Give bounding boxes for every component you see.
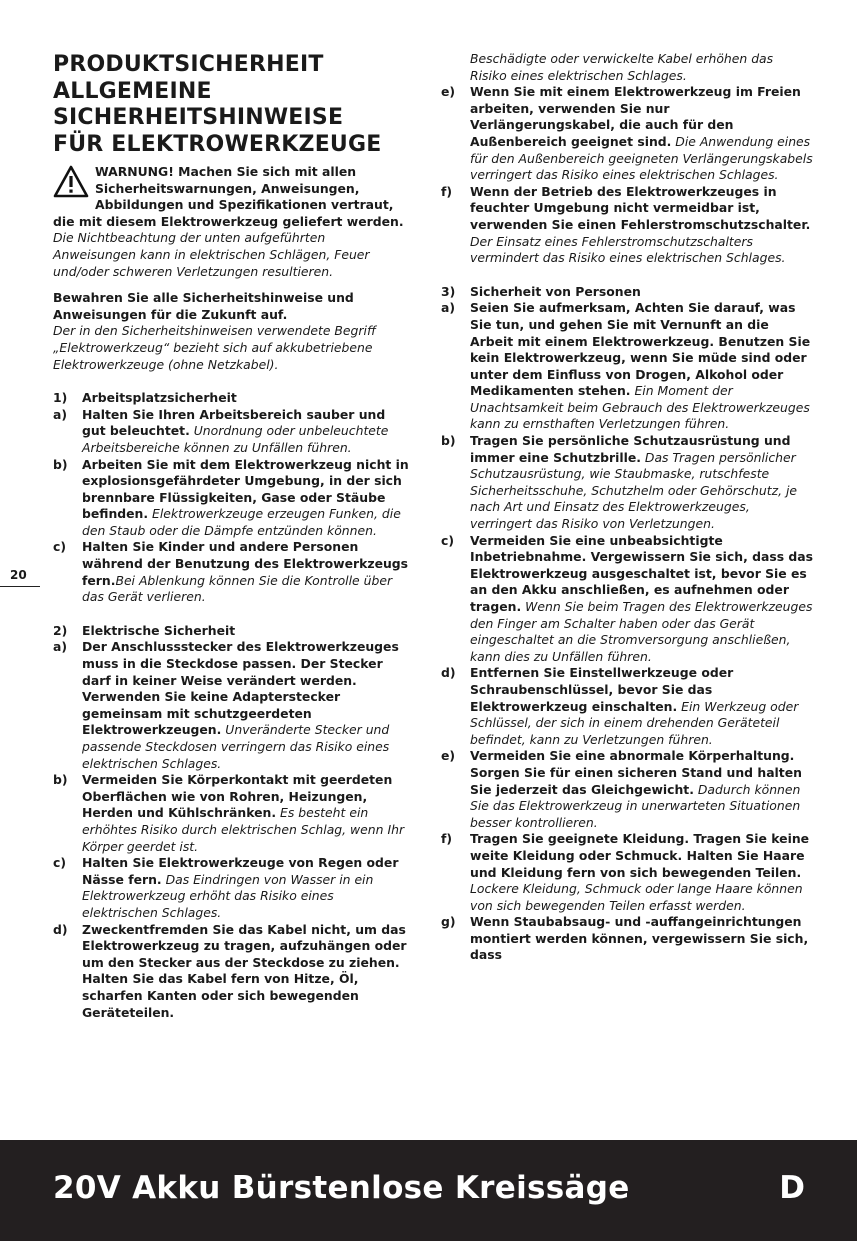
list-item: a) Seien Sie aufmerksam, Achten Sie darauf, was Sie tun, und gehen Sie mit Vernunft an die Arbeit mit einem Elektrowerkzeug. Benutzen Sie kein Elektrowerkzeug, wenn Sie müde sind oder unter dem Einfluss von Drogen, Alkohol oder Medikamenten stehen. Ein Moment der Unachtsamkeit beim Gebrauch des Elektrowerkzeuges kann zu ernsthaften Verletzungen führen. xyxy=(441,300,811,432)
list-item: f) Tragen Sie geeignete Kleidung. Tragen Sie keine weite Kleidung oder Schmuck. Halten Sie Haare und Kleidung fern von sich bewegenden Teilen. Lockere Kleidung, Schmuck oder lange Haare können von sich bewegenden Teilen erfasst werden. xyxy=(441,831,810,913)
title-line-2: ALLGEMEINE xyxy=(53,78,212,104)
right-column xyxy=(441,51,813,964)
list-item: d) Zweckentfremden Sie das Kabel nicht, um das Elektrowerkzeug zu tragen, aufzuhängen oder um den Stecker aus der Steckdose zu ziehen. Halten Sie das Kabel fern von Hitze, Öl, scharfen Kanten oder sich bewegenden Geräteteilen. xyxy=(53,921,407,1020)
page-number-rule xyxy=(0,586,40,587)
section-3-number: 3) xyxy=(441,283,456,299)
section-2-title: Elektrische Sicherheit xyxy=(82,622,236,638)
keep-bold: Bewahren Sie alle Sicherheitshinweise und Anweisungen für die Zukunft auf. xyxy=(53,290,354,322)
warning-triangle-icon xyxy=(53,165,89,198)
section-1-number: 1) xyxy=(53,390,68,406)
section-1-title: Arbeitsplatzsicherheit xyxy=(82,390,237,406)
footer-bar xyxy=(0,1140,857,1241)
continued-text: Beschädigte oder verwickelte Kabel erhöhen das Risiko eines elektrischen Schlages. xyxy=(470,51,774,83)
list-item: a) Der Anschlussstecker des Elektrowerkzeuges muss in die Steckdose passen. Der Stecker darf in keiner Weise verändert werden. Verwenden Sie keine Adapterstecker gemeinsam mit schutzgeerdeten Elektrowerkzeugen. Unveränderte Stecker und passende Steckdosen verringern das Risiko eines elektrischen Schlages. xyxy=(53,639,399,771)
list-item: a) Halten Sie Ihren Arbeitsbereich sauber und gut beleuchtet. Unordnung oder unbeleuchtete Arbeitsbereiche können zu Unfällen führen. xyxy=(53,406,389,455)
title-line-1: PRODUKTSICHERHEIT xyxy=(53,52,324,77)
title-line-3: SICHERHEITSHINWEISE xyxy=(53,105,344,130)
keep-instructions xyxy=(53,290,411,323)
list-item: c) Vermeiden Sie eine unbeabsichtigte Inbetriebnahme. Vergewissern Sie sich, dass das Elektrowerkzeug ausgeschaltet ist, bevor Sie es an den Akku anschließen, es aufnehmen oder tragen. Wenn Sie beim Tragen des Elektrowerkzeuges den Finger am Schalter haben oder das Gerät eingeschaltet an die Stromversorgung anschließen, kann dies zu Unfällen führen. xyxy=(441,532,813,664)
list-item: b) Vermeiden Sie Körperkontakt mit geerdeten Oberflächen wie von Rohren, Heizungen, Herden und Kühlschränken. Es besteht ein erhöhtes Risiko durch elektrischen Schlag, wenn Ihr Körper geerdet ist. xyxy=(53,772,405,854)
warning-italic: Die Nichtbeachtung der unten aufgeführten Anweisungen kann in elektrischen Schlägen, Feuer und/oder schweren Verletzungen resultieren. xyxy=(53,230,370,279)
product-title: 20V Akku Bürstenlose Kreissäge xyxy=(53,1170,630,1206)
page-title xyxy=(53,52,411,158)
list-item: b) Tragen Sie persönliche Schutzausrüstung und immer eine Schutzbrille. Das Tragen persönlicher Schutzausrüstung, wie Staubmaske, rutschfeste Sicherheitsschuhe, Schutzhelm oder Gehörschutz, je nach Art und Einsatz des Elektrowerkzeuges, verringert das Risiko von Verletzungen. xyxy=(441,433,798,532)
page-number: 20 xyxy=(10,568,27,582)
list-item: e) Vermeiden Sie eine abnormale Körperhaltung. Sorgen Sie für einen sicheren Stand und halten Sie jederzeit das Gleichgewicht. Dadurch können Sie das Elektrowerkzeug in unerwarteten Situationen besser kontrollieren. xyxy=(441,748,802,830)
section-2-heading xyxy=(53,623,411,640)
section-1-heading xyxy=(53,390,411,407)
list-item: b) Arbeiten Sie mit dem Elektrowerkzeug nicht in explosionsgefährdeter Umgebung, in der sich brennbare Flüssigkeiten, Gase oder Stäube befinden. Elektrowerkzeuge erzeugen Funken, die den Staub oder die Dämpfe entzünden können. xyxy=(53,456,409,538)
term-definition: Der in den Sicherheitshinweisen verwendete Begriff „Elektrowerkzeug“ bezieht sich auf akkubetriebene Elektrowerkzeuge (ohne Netzkabel). xyxy=(53,323,376,372)
list-item: e) Wenn Sie mit einem Elektrowerkzeug im Freien arbeiten, verwenden Sie nur Verlängerungskabel, die auch für den Außenbereich geeignet sind. Die Anwendung eines für den Außenbereich geeigneten Verlängerungskabels verringert das Risiko eines elektrischen Schlages. xyxy=(441,84,813,183)
language-code: D xyxy=(779,1170,805,1206)
section-2-number: 2) xyxy=(53,622,68,638)
title-line-4: FÜR ELEKTROWERKZEUGE xyxy=(53,131,382,157)
list-item: g) Wenn Staubabsaug- und -auffangeinrichtungen montiert werden können, vergewissern Sie sich, dass xyxy=(441,914,809,963)
warning-bold: WARNUNG! Machen Sie sich mit allen Sicherheitswarnungen, Anweisungen, Abbildungen und Spezifikationen vertraut, die mit diesem Elektrowerkzeug geliefert werden. xyxy=(53,164,404,229)
list-item: f) Wenn der Betrieb des Elektrowerkzeuges in feuchter Umgebung nicht vermeidbar ist, verwenden Sie einen Fehlerstromschutzschalter. Der Einsatz eines Fehlerstromschutzschalters vermindert das Risiko eines elektrischen Schlages. xyxy=(441,183,811,266)
warning-block xyxy=(53,164,411,280)
section-3-heading xyxy=(441,284,813,301)
list-item: c) Halten Sie Elektrowerkzeuge von Regen oder Nässe fern. Das Eindringen von Wasser in ein Elektrowerkzeug erhöht das Risiko eines elektrischen Schlages. xyxy=(53,855,399,920)
list-item: c) Halten Sie Kinder und andere Personen während der Benutzung des Elektrowerkzeugs fern.Bei Ablenkung können Sie die Kontrolle über das Gerät verlieren. xyxy=(53,539,409,605)
left-column xyxy=(53,52,411,1021)
list-item: d) Entfernen Sie Einstellwerkzeuge oder Schraubenschlüssel, bevor Sie das Elektrowerkzeug einschalten. Ein Werkzeug oder Schlüssel, der sich in einem drehenden Geräteteil befindet, kann zu Verletzungen führen. xyxy=(441,665,799,747)
section-3-title: Sicherheit von Personen xyxy=(470,283,641,299)
